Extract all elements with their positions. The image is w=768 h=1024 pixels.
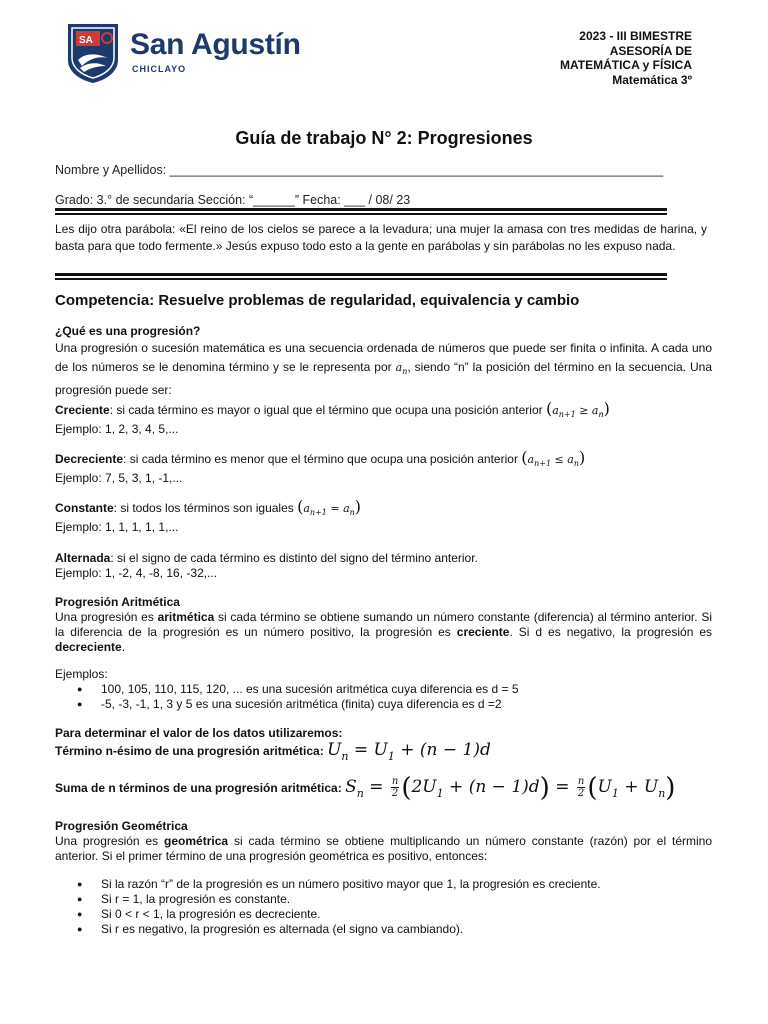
sum-formula: $S_n$ = $\frac{n}{2}$ $(2U_1 + (n - 1)d)$ = $\frac{n}{2}$ $(U_1 + U_n)$ — [345, 773, 676, 803]
type-formula: $(a_{n+1} \ge a_n)$ — [545, 399, 610, 419]
geometrica-definition: Una progresión es geométrica si cada término se obtiene multiplicando un número constante (razón) por el término anterior. Si el primer término de una progresión geométrica es positivo, entonces: — [55, 834, 713, 863]
type-name: Creciente — [55, 403, 110, 417]
type-decreciente — [55, 450, 712, 486]
data-label: Para determinar el valor de los datos utilizaremos: — [55, 726, 343, 740]
type-example: Ejemplo: 1, 2, 3, 4, 5,... — [55, 422, 179, 436]
aritmetica-definition: Una progresión es aritmética si cada término se obtiene sumando un número constante (diferencia) al término anterior. Si la diferencia de la progresión es un número positivo, la progresión es creciente. Si d es negativo, la progresión es decreciente. — [55, 610, 713, 654]
type-formula: $(a_{n+1} \le a_n)$ — [521, 448, 586, 468]
header-info-line: MATEMÁTICA y FÍSICA — [560, 58, 692, 72]
type-name: Alternada — [55, 551, 111, 565]
aritmetica-section — [55, 595, 712, 655]
intro-section — [55, 324, 712, 400]
school-name: San Agustín — [130, 28, 301, 61]
examples-label: Ejemplos: — [55, 667, 108, 681]
geometrica-section — [55, 819, 712, 864]
intro-text: , siendo “n” la posición del término en la secuencia. Una progresión puede ser: — [55, 360, 712, 397]
aritmetica-examples — [55, 667, 712, 712]
header-info-line: 2023 - III BIMESTRE — [579, 29, 692, 43]
list-item: ● Si r = 1, la progresión es constante. — [55, 892, 712, 907]
type-name: Constante — [55, 501, 114, 515]
aritmetica-heading: Progresión Aritmética — [55, 595, 180, 609]
type-creciente — [55, 401, 712, 437]
type-name: Decreciente — [55, 452, 124, 466]
type-desc: : si el signo de cada término es distinto del signo del término anterior. — [110, 551, 478, 565]
geometrica-heading: Progresión Geométrica — [55, 819, 188, 833]
nth-term-formula: $U_n = U_1 + (n - 1)d$ — [327, 740, 491, 763]
type-constante — [55, 499, 712, 535]
intro-question: ¿Qué es una progresión? — [55, 324, 201, 338]
logo-badge: SA — [79, 35, 93, 46]
shield-icon — [66, 22, 120, 84]
nth-term-label: Término n-ésimo de una progresión aritmética: — [55, 744, 328, 758]
sum-label: Suma de n términos de una progresión aritmética: — [55, 781, 346, 795]
page-title: Guía de trabajo N° 2: Progresiones — [235, 128, 533, 148]
list-item: ● Si la razón “r” de la progresión es un número positivo mayor que 1, la progresión es creciente. — [55, 877, 712, 892]
type-example: Ejemplo: 1, 1, 1, 1, 1,... — [55, 520, 179, 534]
school-logo — [66, 22, 316, 86]
competencia-heading: Competencia: Resuelve problemas de regularidad, equivalencia y cambio — [55, 292, 580, 309]
type-desc: : si cada término es mayor o igual que el término que ocupa una posición anterior — [109, 403, 546, 417]
type-example: Ejemplo: 7, 5, 3, 1, -1,... — [55, 471, 183, 485]
grade-field-line: Grado: 3.° de secundaria Sección: “______” Fecha: ___ / 08/ 23 — [55, 193, 411, 207]
list-item: ● -5, -3, -1, 1, 3 y 5 es una sucesión aritmética (finita) cuya diferencia es d =2 — [55, 697, 712, 712]
type-alternada — [55, 551, 712, 581]
divider — [55, 278, 667, 280]
header-info — [560, 29, 692, 87]
list-item: ● Si 0 < r < 1, la progresión es decreciente. — [55, 907, 712, 922]
type-formula: $(a_{n+1} = a_n)$ — [297, 497, 362, 517]
school-city: CHICLAYO — [132, 64, 187, 74]
geometrica-bullets — [55, 877, 712, 937]
name-field-line: Nombre y Apellidos: _______________________________________________________________________ — [55, 163, 664, 177]
type-desc: : si todos los términos son iguales — [113, 501, 298, 515]
type-example: Ejemplo: 1, -2, 4, -8, 16, -32,... — [55, 566, 218, 580]
aritmetica-formulas — [55, 726, 712, 801]
divider — [55, 208, 667, 211]
list-item: ● Si r es negativo, la progresión es alternada (el signo va cambiando). — [55, 922, 712, 937]
intro-text: Una progresión o sucesión matemática es una secuencia ordenada de números que puede ser finita o infinita. A cada uno de los números se le denomina término y se le representa por — [55, 341, 712, 374]
divider — [55, 213, 667, 215]
bible-quote: Les dijo otra parábola: «El reino de los cielos se parece a la levadura; una mujer la amasa con tres medidas de harina, y basta para que todo fermente.» Jesús expuso todo esto a la gente en parábolas y sin parábolas no les expuso nada. — [55, 222, 707, 253]
type-desc: : si cada término es menor que el término que ocupa una posición anterior — [123, 452, 522, 466]
term-symbol: $a_n$ — [395, 361, 408, 376]
divider — [55, 273, 667, 276]
list-item: ● 100, 105, 110, 115, 120, ... es una sucesión aritmética cuya diferencia es d = 5 — [55, 682, 712, 697]
header-info-line: Matemática 3º — [612, 72, 692, 87]
header-info-line: ASESORÍA DE — [609, 43, 692, 58]
